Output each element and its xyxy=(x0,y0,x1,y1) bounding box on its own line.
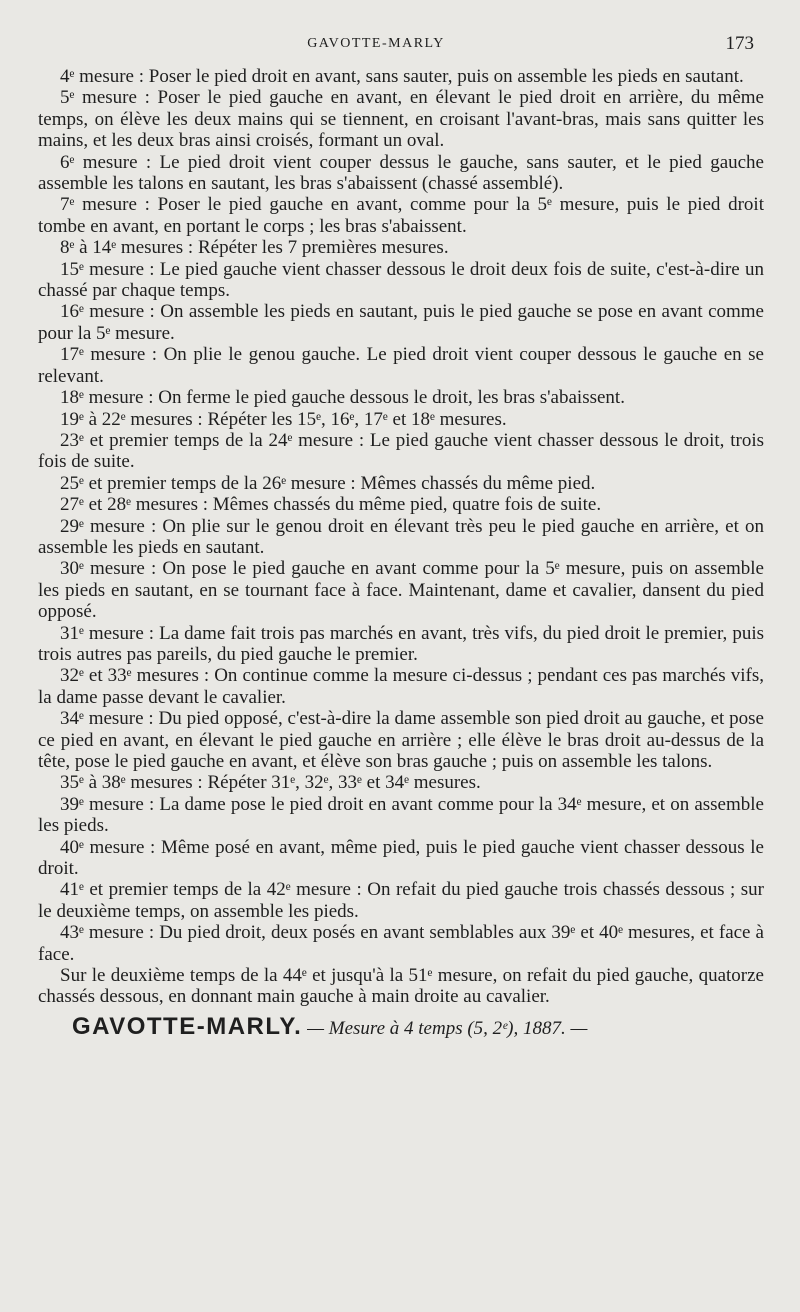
paragraph: 16ᵉ mesure : On assemble les pieds en sautant, puis le pied gauche se pose en avant comme pour la 5ᵉ mesure. xyxy=(38,301,764,344)
running-title: GAVOTTE-MARLY xyxy=(307,36,445,51)
paragraph: 17ᵉ mesure : On plie le genou gauche. Le pied droit vient couper dessous le gauche en se relevant. xyxy=(38,344,764,387)
running-header xyxy=(0,33,800,55)
section-heading-title: GAVOTTE-MARLY. xyxy=(72,1012,303,1040)
paragraph: 27ᵉ et 28ᵉ mesures : Mêmes chassés du même pied, quatre fois de suite. xyxy=(60,494,602,516)
paragraph: 7ᵉ mesure : Poser le pied gauche en avant, comme pour la 5ᵉ mesure, puis le pied droit tombe en avant, en portant le corps ; les bras s'abaissent. xyxy=(38,194,764,237)
body-text xyxy=(38,66,764,1042)
page-number: 173 xyxy=(725,33,754,54)
paragraph: 4ᵉ mesure : Poser le pied droit en avant, sans sauter, puis on assemble les pieds en sautant. xyxy=(60,66,744,87)
paragraph: 31ᵉ mesure : La dame fait trois pas marchés en avant, très vifs, du pied droit le premier, puis trois autres pas pareils, du pied gauche le premier. xyxy=(38,622,764,665)
paragraph: 40ᵉ mesure : Même posé en avant, même pied, puis le pied gauche vient chasser dessous le droit. xyxy=(38,836,764,880)
paragraph: 15ᵉ mesure : Le pied gauche vient chasser dessous le droit deux fois de suite, c'est-à-dire un chassé par chaque temps. xyxy=(38,258,764,302)
paragraph: 29ᵉ mesure : On plie sur le genou droit en élevant très peu le pied gauche en arrière, et on assemble les pieds en sautant. xyxy=(38,515,764,558)
paragraph: 35ᵉ à 38ᵉ mesures : Répéter 31ᵉ, 32ᵉ, 33ᵉ et 34ᵉ mesures. xyxy=(60,772,481,794)
paragraph: 19ᵉ à 22ᵉ mesures : Répéter les 15ᵉ, 16ᵉ, 17ᵉ et 18ᵉ mesures. xyxy=(60,408,507,430)
paragraph: 39ᵉ mesure : La dame pose le pied droit en avant comme pour la 34ᵉ mesure, et on assemble les pieds. xyxy=(38,793,764,837)
paragraph: 41ᵉ et premier temps de la 42ᵉ mesure : On refait du pied gauche trois chassés dessous ; sur le deuxième temps, on assemble les pieds. xyxy=(38,879,764,922)
paragraph: 30ᵉ mesure : On pose le pied gauche en avant comme pour la 5ᵉ mesure, puis on assemble les pieds en sautant, en se tournant face à face. Maintenant, dame et cavalier, dansent du pied opposé. xyxy=(38,558,764,623)
paragraph: 5ᵉ mesure : Poser le pied gauche en avant, en élevant le pied droit en arrière, du même temps, on élève les deux mains qui se tiennent, en croisant l'avant-bras, mais sans quitter les mains, et les deux bras ainsi croisés, formant un oval. xyxy=(38,87,764,152)
paragraph: 8ᵉ à 14ᵉ mesures : Répéter les 7 premières mesures. xyxy=(60,237,449,259)
paragraph: 43ᵉ mesure : Du pied droit, deux posés en avant semblables aux 39ᵉ et 40ᵉ mesures, et face à face. xyxy=(38,922,764,965)
paragraph: 34ᵉ mesure : Du pied opposé, c'est-à-dire la dame assemble son pied droit au gauche, et pose ce pied en avant, en élevant le pied gauche en arrière ; elle élève le bras droit au-dessus de la tête, pose le pied gauche en avant, et élève son bras gauche ; puis on assemble les talons. xyxy=(38,708,764,772)
paragraph: 32ᵉ et 33ᵉ mesures : On continue comme la mesure ci-dessus ; pendant ces pas marchés vifs, la dame passe devant le cavalier. xyxy=(38,665,764,708)
paragraph: 6ᵉ mesure : Le pied droit vient couper dessus le gauche, sans sauter, et le pied gauche assemble les talons en sautant, les bras s'abaissent (chassé assemblé). xyxy=(38,151,764,195)
paragraph: 23ᵉ et premier temps de la 24ᵉ mesure : Le pied gauche vient chasser dessous le droit, trois fois de suite. xyxy=(38,429,764,473)
paragraph: 25ᵉ et premier temps de la 26ᵉ mesure : Mêmes chassés du même pied. xyxy=(60,472,596,494)
section-heading xyxy=(38,1014,764,1042)
paragraph: 18ᵉ mesure : On ferme le pied gauche dessous le droit, les bras s'abaissent. xyxy=(60,387,625,409)
paragraph: Sur le deuxième temps de la 44ᵉ et jusqu'à la 51ᵉ mesure, on refait du pied gauche, quatorze chassés dessous, en donnant main gauche à main droite au cavalier. xyxy=(38,965,764,1008)
section-heading-subtitle: — Mesure à 4 temps (5, 2ᵉ), 1887. — xyxy=(302,1017,588,1039)
